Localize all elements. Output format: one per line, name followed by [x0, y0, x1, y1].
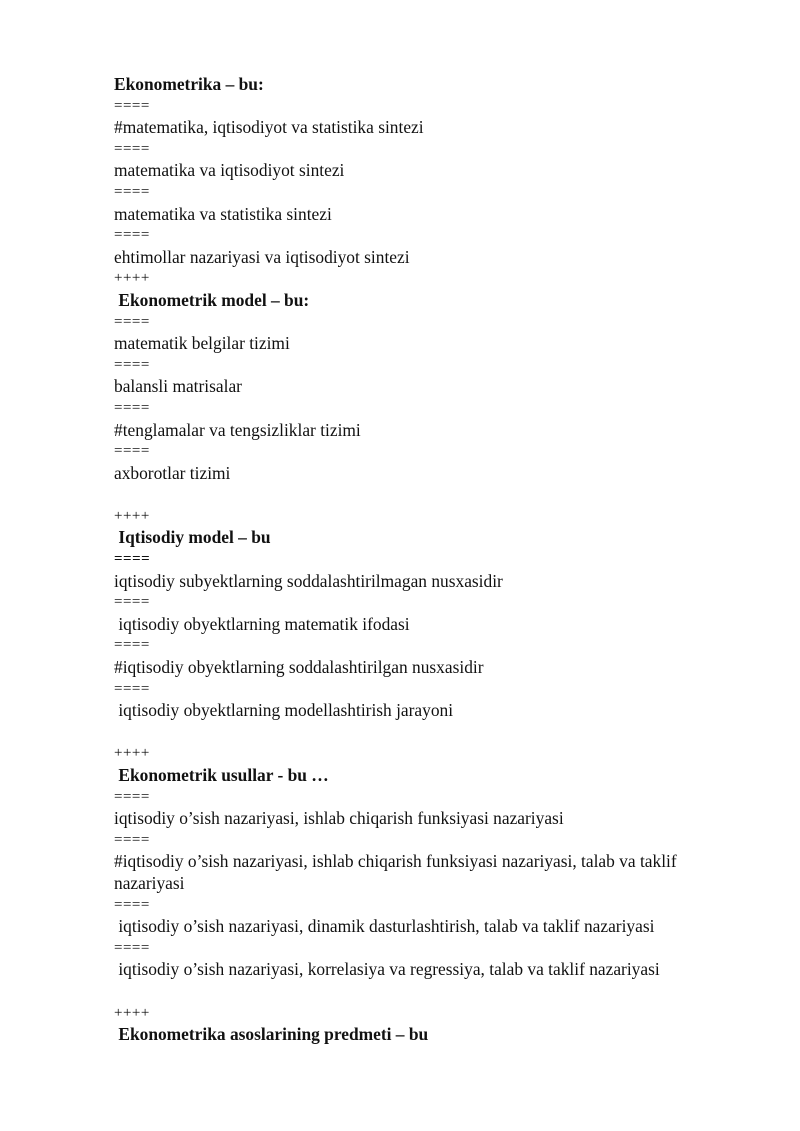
question-separator: ++++ — [114, 1004, 150, 1021]
answer-option: iqtisodiy o’sish nazariyasi, dinamik dasturlashtirish, talab va taklif nazariyasi — [114, 916, 655, 937]
answer-option: iqtisodiy o’sish nazariyasi, ishlab chiqarish funksiyasi nazariyasi — [114, 808, 564, 829]
option-separator: ==== — [114, 551, 151, 568]
question-title: Iqtisodiy model – bu — [114, 527, 271, 548]
answer-option: axborotlar tizimi — [114, 462, 231, 483]
option-separator: ==== — [114, 939, 150, 956]
blank-line — [114, 484, 734, 506]
option-separator: ==== — [114, 140, 150, 157]
option-separator: ==== — [114, 313, 150, 330]
option-separator: ==== — [114, 97, 150, 114]
document-body — [114, 74, 734, 1046]
answer-option: #iqtisodiy o’sish nazariyasi, ishlab chiqarish funksiyasi nazariyasi, talab va taklif nazariyasi — [114, 851, 682, 893]
answer-option: matematika va iqtisodiyot sintezi — [114, 160, 345, 181]
answer-option: iqtisodiy obyektlarning modellashtirish jarayoni — [114, 700, 454, 721]
option-separator: ==== — [114, 637, 150, 654]
question-title: Ekonometrika – bu: — [114, 74, 264, 94]
answer-option: #matematika, iqtisodiyot va statistika sintezi — [114, 117, 424, 138]
answer-option: iqtisodiy obyektlarning matematik ifodasi — [114, 613, 410, 634]
answer-option: iqtisodiy o’sish nazariyasi, korrelasiya va regressiya, talab va taklif nazariyasi — [114, 959, 660, 980]
question-separator: ++++ — [114, 270, 150, 287]
answer-option: matematika va statistika sintezi — [114, 203, 332, 224]
option-separator: ==== — [114, 183, 150, 200]
option-separator: ==== — [114, 227, 150, 244]
answer-option: iqtisodiy subyektlarning soddalashtirilmagan nusxasidir — [114, 570, 503, 591]
question-title: Ekonometrik model – bu: — [114, 289, 310, 310]
option-separator: ==== — [114, 788, 150, 805]
answer-option: matematik belgilar tizimi — [114, 333, 290, 354]
answer-option: balansli matrisalar — [114, 376, 242, 397]
option-separator: ==== — [114, 443, 150, 460]
option-separator: ==== — [114, 356, 150, 373]
option-separator: ==== — [114, 896, 150, 913]
question-title: Ekonometrika asoslarining predmeti – bu — [114, 1024, 429, 1045]
question-separator: ++++ — [114, 745, 150, 762]
blank-line — [114, 722, 734, 744]
answer-option: #iqtisodiy obyektlarning soddalashtirilgan nusxasidir — [114, 657, 484, 678]
option-separator: ==== — [114, 680, 150, 697]
option-separator: ==== — [114, 399, 150, 416]
option-separator: ==== — [114, 831, 150, 848]
option-separator: ==== — [114, 594, 150, 611]
answer-option: #tenglamalar va tengsizliklar tizimi — [114, 419, 361, 440]
blank-line — [114, 981, 734, 1003]
answer-option: ehtimollar nazariyasi va iqtisodiyot sintezi — [114, 246, 410, 267]
question-title: Ekonometrik usullar - bu … — [114, 765, 329, 785]
question-separator: ++++ — [114, 507, 150, 524]
